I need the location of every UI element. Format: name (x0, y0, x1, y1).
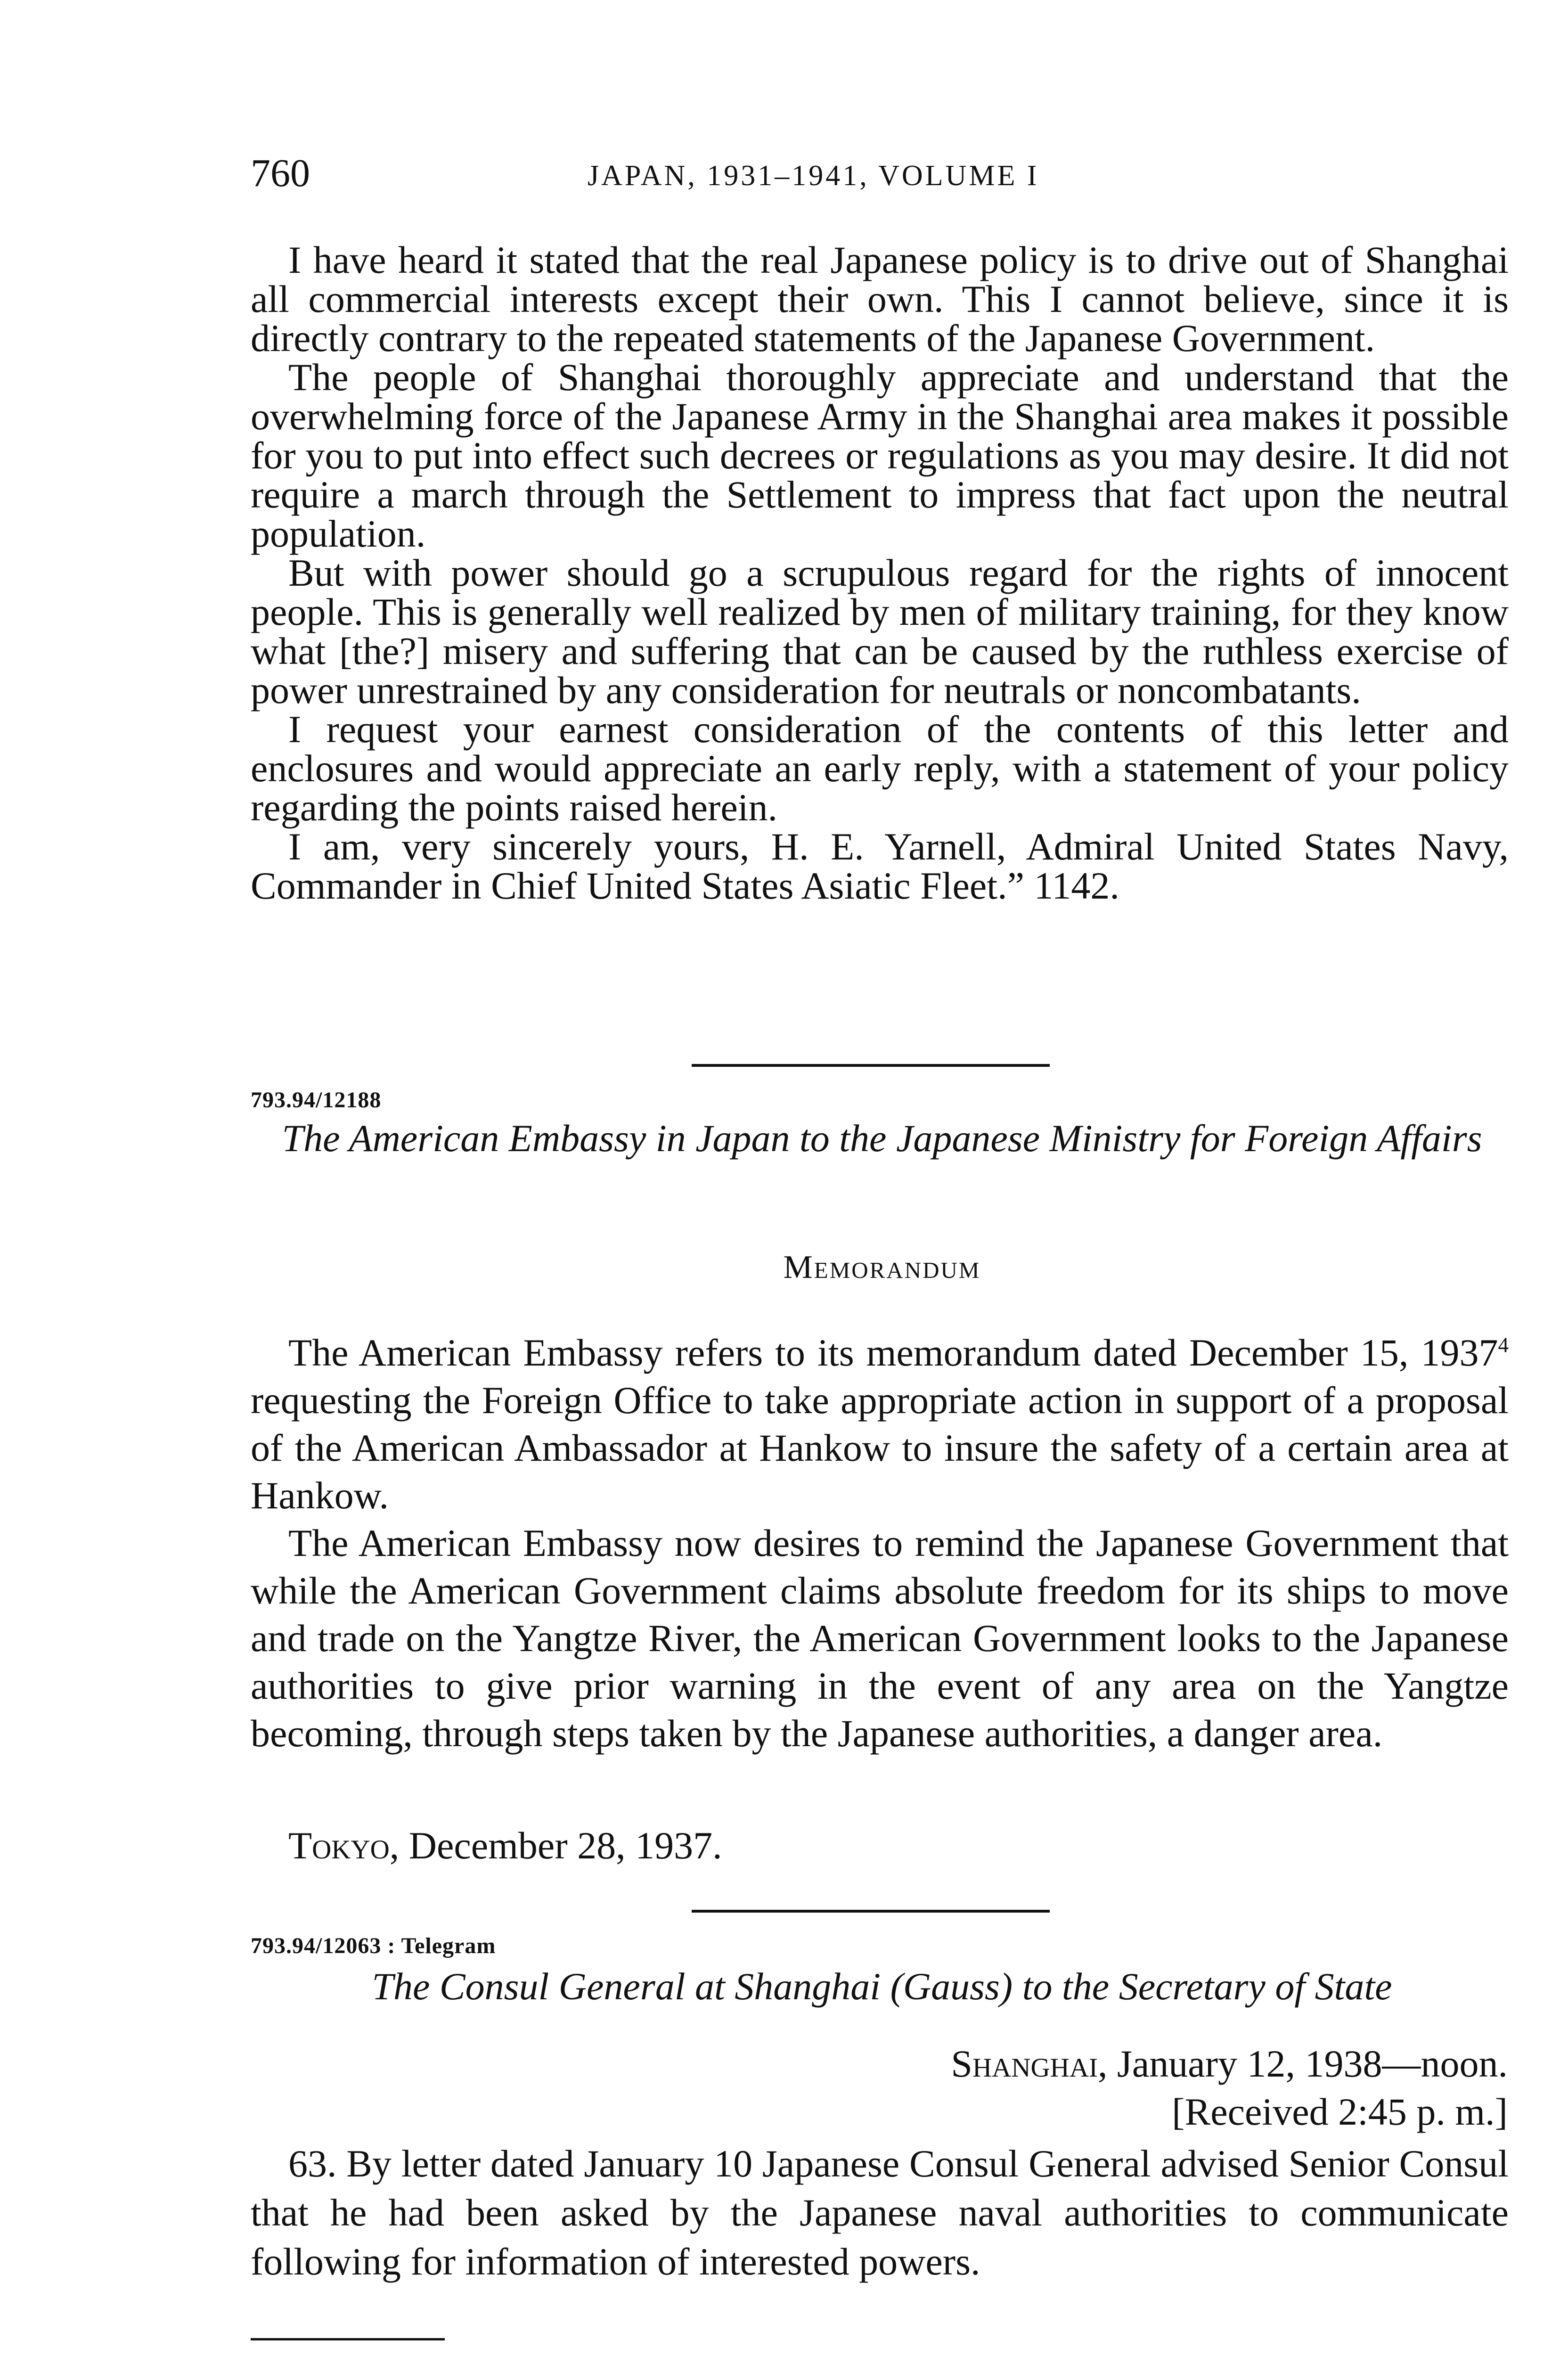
section-divider (692, 1064, 1050, 1067)
footnote-reference: 4 (1498, 1333, 1509, 1357)
footnote-rule (251, 2338, 445, 2340)
memo-paragraph-2: The American Embassy now desires to remind the Japanese Government that while the American Government claims absolute freedom for its ships to move and trade on the Yangtze River, the American Government looks to the Japanese authorities to give prior warning in the event of any area on the Yangtze becoming, through steps taken by the Japanese authorities, a danger area. (251, 1522, 1509, 1755)
document-heading: The Consul General at Shanghai (Gauss) to the Secretary of State (372, 1965, 1392, 2008)
section-divider (692, 1910, 1050, 1913)
memo-title: Memorandum (783, 1249, 981, 1285)
page-number: 760 (251, 151, 310, 195)
memo-paragraph-1: The American Embassy refers to its memorandum dated December 15, 1937$^4$ requesting the Foreign Office to take appropriate action in support of a proposal of the American Ambassador at Hankow to insure the safety of a certain area at Hankow. (251, 1331, 1509, 1517)
memo-place-date (288, 1824, 722, 1868)
document-heading: The American Embassy in Japan to the Japanese Ministry for Foreign Affairs (282, 1117, 1482, 1160)
letter-paragraph-4: I request your earnest consideration of the contents of this letter and enclosures and would appreciate an early reply, with a statement of your policy regarding the points raised herein. (251, 708, 1509, 829)
date: , December 28, 1937. (389, 1824, 722, 1867)
telegram-place-date (951, 2040, 1508, 2087)
file-number: 793.94/12188 (251, 1088, 382, 1113)
letter-paragraph-2: The people of Shanghai thoroughly appreciate and understand that the overwhelming force of the Japanese Army in the Shanghai area makes it possible for you to put into effect such decrees or regulations as you may desire. It did not require a march through the Settlement to impress that fact upon the neutral population. (251, 356, 1509, 555)
received-line: [Received 2:45 p. m.] (1172, 2090, 1508, 2133)
letter-signature-paragraph: I am, very sincerely yours, H. E. Yarnell, Admiral United States Navy, Commander in Chief United States Asiatic Fleet.” 1142. (251, 825, 1509, 907)
telegram-paragraph-1: 63. By letter dated January 10 Japanese Consul General advised Senior Consul that he had been asked by the Japanese naval authorities to communicate following for information of interested powers. (251, 2142, 1509, 2283)
place: Tokyo (288, 1824, 390, 1867)
place: Shanghai (951, 2042, 1098, 2085)
page-header (251, 150, 1513, 202)
letter-continuation (251, 240, 1509, 905)
telegram-body (251, 2139, 1509, 2286)
letter-paragraph-3: But with power should go a scrupulous regard for the rights of innocent people. This is generally well realized by men of military training, for they know what [the?] misery and suffering that can be caused by the ruthless exercise of power unrestrained by any consideration for neutrals or noncombatants. (251, 551, 1509, 712)
date: , January 12, 1938—noon. (1097, 2042, 1508, 2085)
file-number: 793.94/12063 : Telegram (251, 1933, 496, 1958)
memorandum-body (251, 1329, 1509, 1757)
letter-paragraph-1: I have heard it stated that the real Japanese policy is to drive out of Shanghai all commercial interests except their own. This I cannot believe, since it is directly contrary to the repeated statements of the Japanese Government. (251, 238, 1509, 360)
running-head: JAPAN, 1931–1941, VOLUME I (588, 160, 1039, 192)
